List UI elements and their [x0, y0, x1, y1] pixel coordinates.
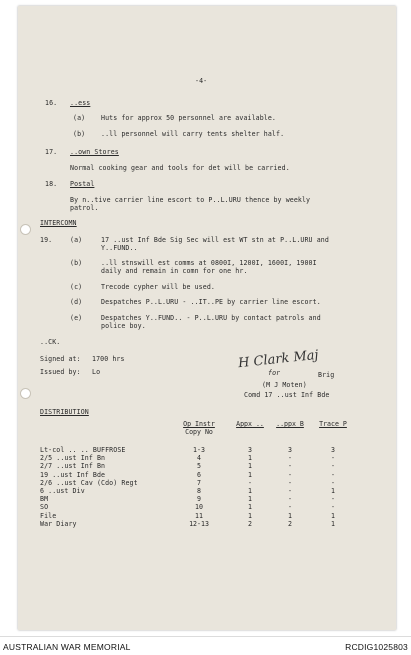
footer-bar	[0, 636, 411, 655]
distribution-cell: 1-3	[193, 446, 205, 454]
distribution-recipient: Lt-col .. .. BUFFROSE	[40, 446, 126, 454]
item-letter: (e)	[70, 314, 83, 322]
distribution-cell: -	[288, 454, 292, 463]
item-text: daily and remain in comn for one hr.	[101, 267, 248, 275]
distribution-recipient: File	[40, 511, 57, 520]
issued-label: Issued by:	[40, 368, 81, 376]
distribution-cell: 10	[195, 503, 203, 512]
distribution-cell: -	[331, 470, 335, 479]
distribution-recipient: SO	[40, 503, 49, 512]
distribution-cell: 12-13	[189, 519, 209, 528]
punch-hole	[20, 388, 31, 399]
distribution-cell: 1	[248, 503, 252, 512]
distribution-recipient: 19 ..ust Inf Bde	[40, 470, 106, 479]
item-text: ..ll stnswill est comms at 0800I, 1200I, 1600I, 1900I	[101, 259, 317, 267]
item-text: Y..FUND..	[101, 244, 138, 252]
item-text: Huts for approx 50 personnel are available.	[101, 114, 276, 122]
distribution-recipient: 2/6 ..ust Cav (Cdo) Regt	[40, 478, 138, 487]
section-heading: ..ess	[70, 99, 91, 107]
distribution-recipient: War Diary	[40, 519, 77, 528]
distribution-cell: 1	[288, 511, 292, 520]
distribution-cell: -	[288, 503, 292, 512]
signature-rank: Brig	[318, 371, 335, 379]
ack-label: ..CK.	[40, 338, 61, 346]
section-number: 18.	[45, 180, 58, 188]
item-text: Despatches Y..FUND.. - P..L.URU by contact patrols and	[101, 314, 321, 322]
distribution-cell: 9	[197, 495, 201, 504]
distribution-cell: -	[288, 470, 292, 479]
section-heading: Postal	[70, 180, 95, 188]
distribution-cell: 1	[248, 462, 252, 471]
item-letter: (d)	[70, 298, 83, 306]
distribution-cell: 5	[197, 462, 201, 471]
distribution-cell: 8	[197, 487, 201, 495]
distribution-cell: 3	[248, 446, 252, 454]
section-text: Normal cooking gear and tools for det will be carried.	[70, 164, 290, 172]
item-text: Trecode cypher will be used.	[101, 283, 215, 291]
column-header-op-instr: Op Instr	[183, 420, 215, 428]
distribution-cell: 1	[331, 519, 335, 528]
distribution-recipient: 2/7 ..ust Inf Bn	[40, 462, 106, 471]
distribution-cell: 11	[195, 511, 203, 520]
distribution-cell: 2	[288, 519, 292, 528]
distribution-cell: 1	[331, 487, 335, 495]
issued-value: Lo	[92, 368, 101, 376]
signed-label: Signed at:	[40, 355, 81, 363]
footer-id: RCDIG1025803	[345, 642, 408, 652]
section-number: 19.	[40, 236, 53, 244]
distribution-recipient: BM	[40, 495, 49, 504]
item-text: Despatches P..L.URU - ..IT..PE by carrier line escort.	[101, 298, 321, 306]
distribution-cell: -	[288, 478, 292, 487]
item-text: ..ll personnel will carry tents shelter half.	[101, 130, 285, 138]
distribution-cell: 1	[248, 470, 252, 479]
column-header-trace: Trace P	[319, 420, 347, 428]
distribution-cell: 1	[331, 511, 335, 520]
distribution-cell: 4	[197, 454, 201, 463]
distribution-heading: DISTRIBUTION	[40, 408, 89, 416]
item-letter: (b)	[70, 259, 83, 267]
distribution-cell: 1	[248, 495, 252, 504]
column-header-copy-no: Copy No	[185, 428, 213, 436]
distribution-cell: -	[331, 454, 335, 463]
section-heading: ..own Stores	[70, 148, 119, 156]
item-text: police boy.	[101, 322, 146, 330]
distribution-cell: 3	[288, 446, 292, 454]
signature-for: for	[268, 369, 281, 377]
signer-title: Comd 17 ..ust Inf Bde	[244, 391, 330, 399]
signer-name: (M J Moten)	[262, 381, 307, 389]
punch-hole	[20, 224, 31, 235]
section-number: 17.	[45, 148, 58, 156]
item-letter: (a)	[73, 114, 86, 122]
distribution-cell: 6	[197, 470, 201, 479]
signed-value: 1700 hrs	[92, 355, 125, 363]
distribution-recipient: 6 ..ust Div	[40, 487, 85, 495]
distribution-cell: 1	[248, 454, 252, 463]
distribution-cell: -	[288, 487, 292, 495]
intercomn-heading: INTERCOMN	[40, 219, 77, 227]
column-header-appx-a: Appx ..	[236, 420, 264, 428]
distribution-cell: -	[331, 462, 335, 471]
distribution-cell: -	[331, 478, 335, 487]
distribution-cell: 3	[331, 446, 335, 454]
distribution-cell: 1	[248, 511, 252, 520]
section-number: 16.	[45, 99, 58, 107]
item-letter: (b)	[73, 130, 86, 138]
distribution-cell: -	[331, 495, 335, 504]
distribution-cell: -	[331, 503, 335, 512]
distribution-cell: -	[288, 462, 292, 471]
distribution-cell: -	[248, 478, 252, 487]
distribution-cell: 7	[197, 478, 201, 487]
section-text: By n..tive carrier line escort to P..L.URU thence by weekly	[70, 196, 311, 204]
item-letter: (a)	[70, 236, 83, 244]
distribution-recipient: 2/5 ..ust Inf Bn	[40, 454, 106, 463]
column-header-appx-b: ..ppx B	[276, 420, 304, 428]
signature: H Clark Maj	[237, 347, 320, 372]
distribution-cell: -	[288, 495, 292, 504]
item-text: 17 ..ust Inf Bde Sig Sec will est WT stn at P..L.URU and	[101, 236, 329, 244]
page-number: -4-	[195, 77, 208, 85]
distribution-cell: 2	[248, 519, 252, 528]
distribution-cell: 1	[248, 487, 252, 495]
footer-source: AUSTRALIAN WAR MEMORIAL	[3, 642, 131, 652]
section-text: patrol.	[70, 204, 99, 212]
item-letter: (c)	[70, 283, 83, 291]
